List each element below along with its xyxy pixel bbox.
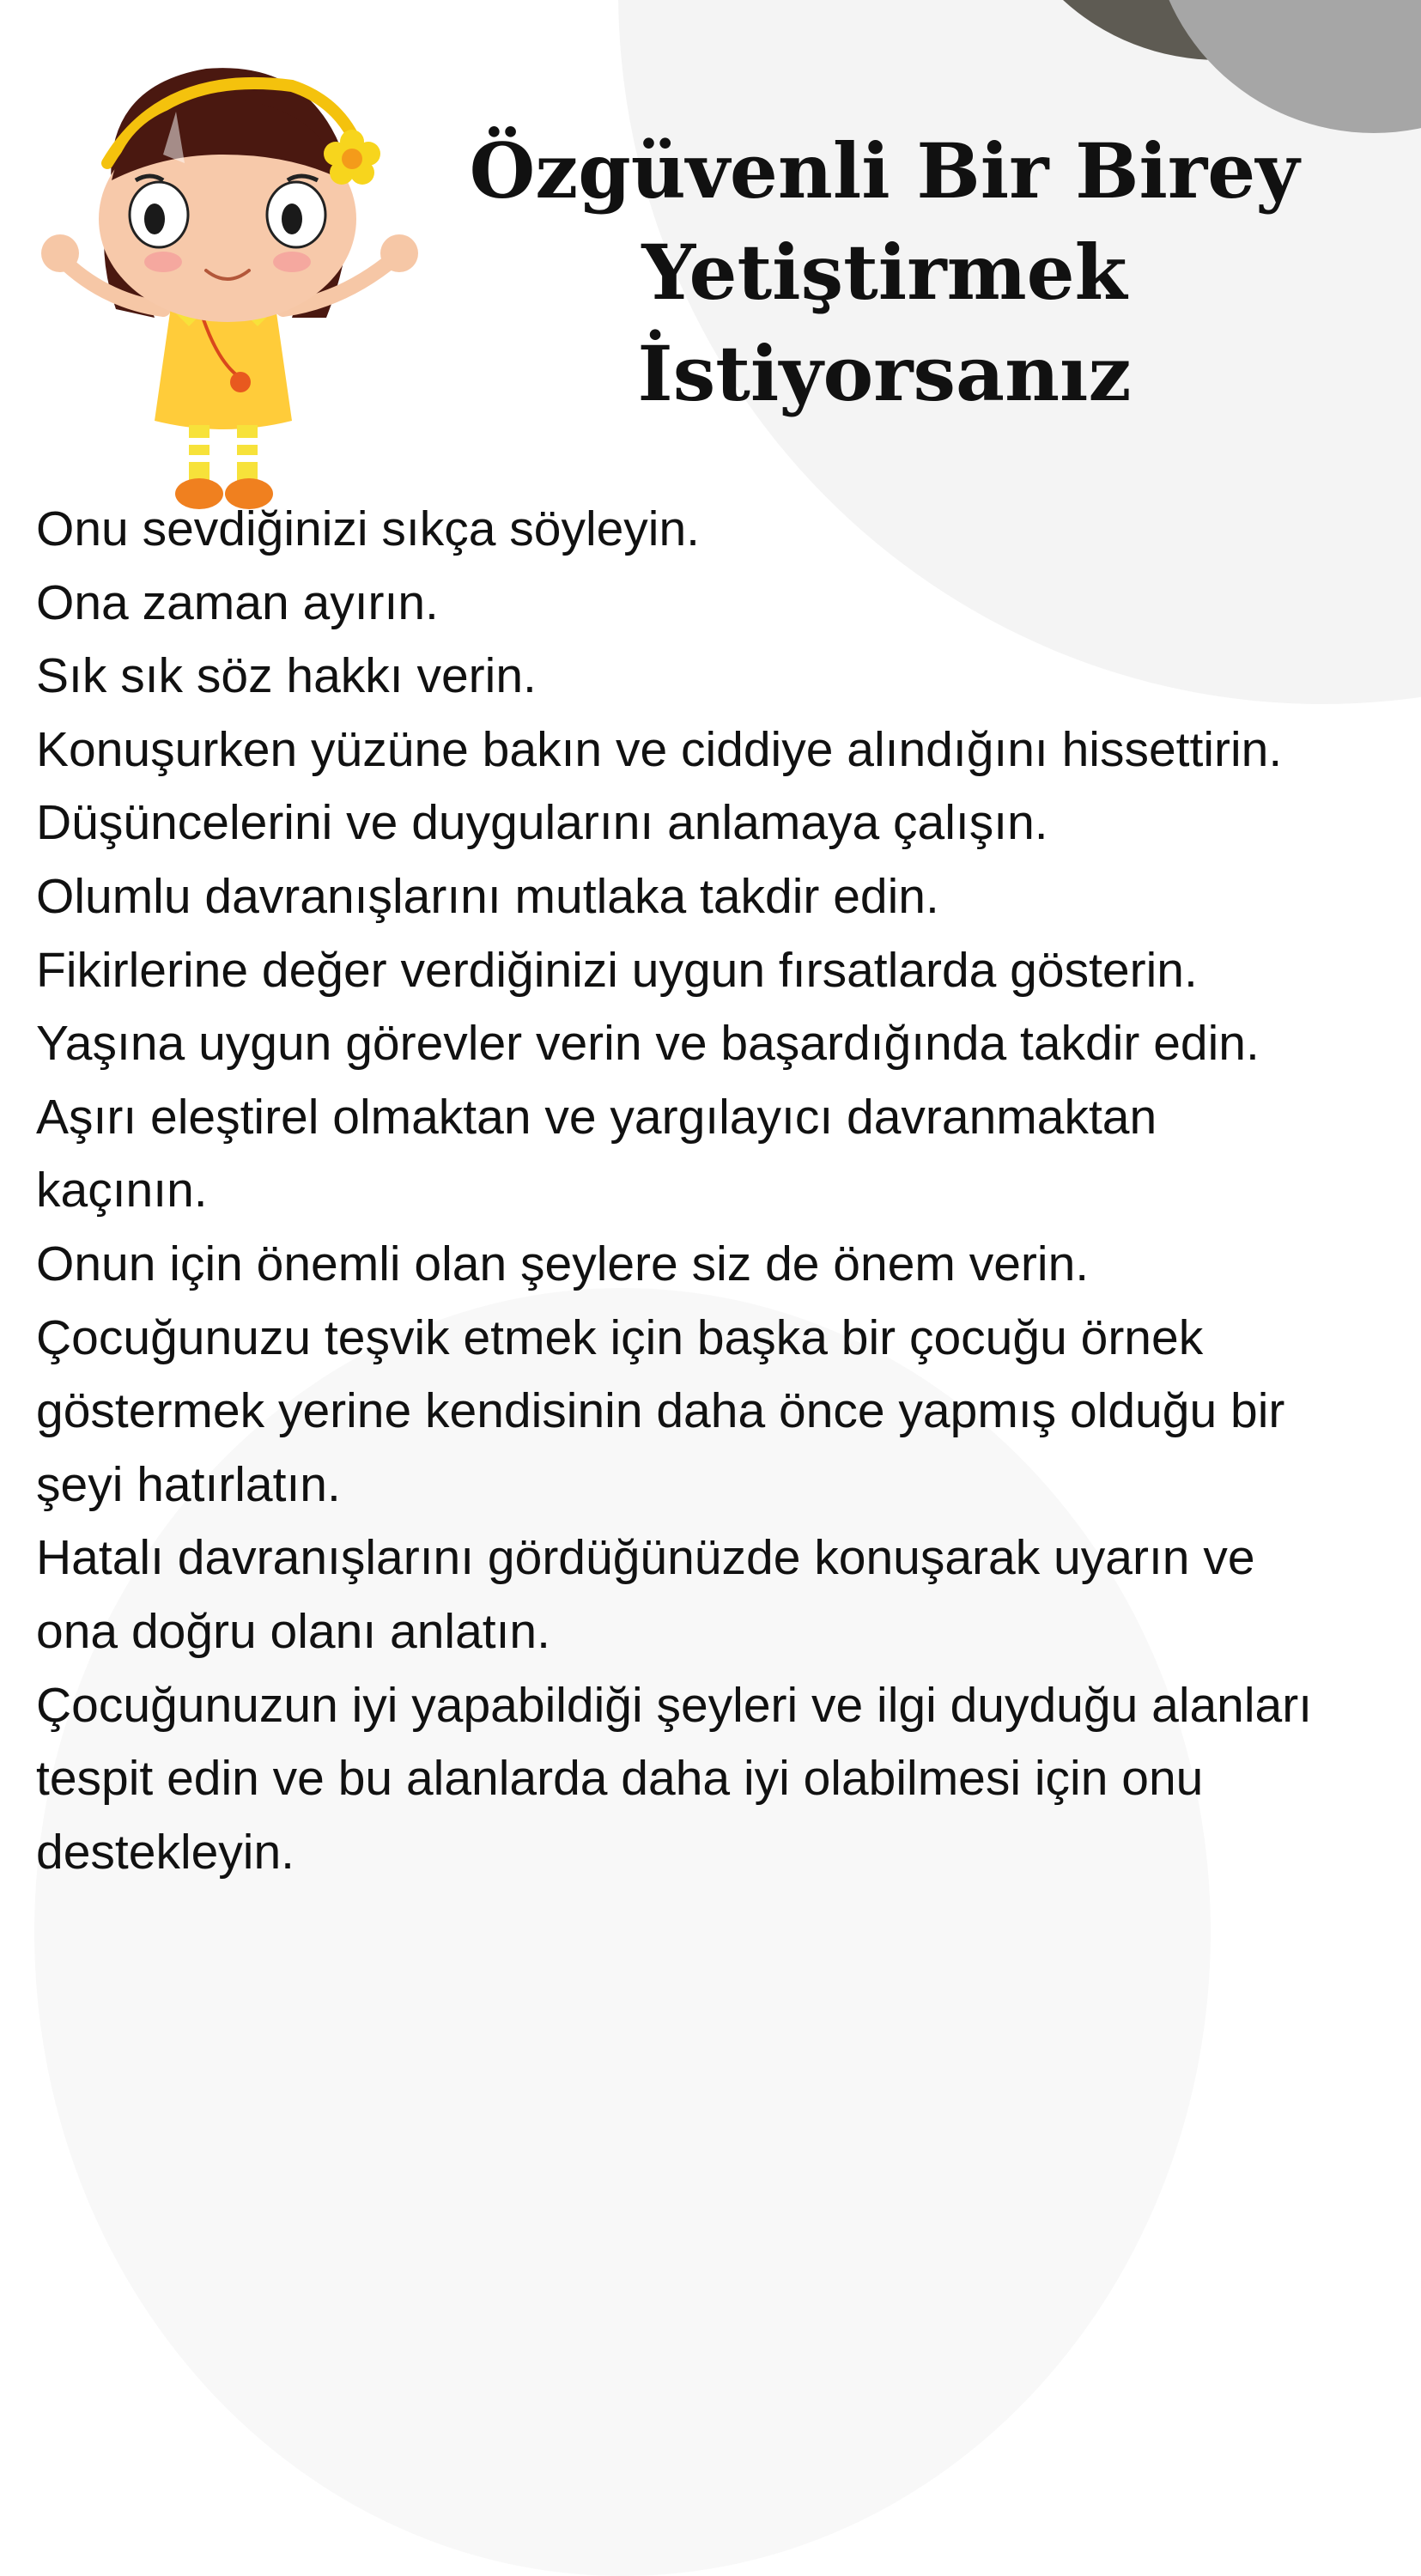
tip-text-line: Ona zaman ayırın. (36, 574, 439, 630)
tip-item (36, 860, 1418, 934)
tip-text-line: ona doğru olanı anlatın. (36, 1603, 550, 1659)
tip-item (36, 1007, 1418, 1081)
title-line: İstiyorsanız (637, 329, 1132, 418)
tip-text-line: şeyi hatırlatın. (36, 1456, 341, 1512)
title-line: Yetiştirmek (641, 228, 1127, 317)
tip-text-line: Çocuğunuzu teşvik etmek için başka bir çocuğu örnek (36, 1309, 1204, 1365)
tip-text-line: Yaşına uygun görevler verin ve başardığında takdir edin. (36, 1016, 1260, 1072)
tip-item (36, 640, 1418, 714)
tip-text-line: Düşüncelerini ve duygularını anlamaya çalışın. (36, 795, 1048, 851)
tip-text-line: Sık sık söz hakkı verin. (36, 648, 537, 704)
tip-text-line: göstermek yerine kendisinin daha önce yapmış olduğu bir (36, 1383, 1285, 1439)
tip-item (36, 1669, 1418, 1890)
cartoon-girl-illustration (34, 52, 438, 515)
tip-text-line: tespit edin ve bu alanlarda daha iyi olabilmesi için onu (36, 1751, 1204, 1807)
tip-item (36, 714, 1418, 787)
tip-item (36, 1302, 1418, 1522)
tip-item (36, 934, 1418, 1008)
tip-text-line: Aşırı eleştirel olmaktan ve yargılayıcı davranmaktan (36, 1089, 1157, 1145)
tip-text-line: Konuşurken yüzüne bakın ve ciddiye alındığını hissettirin. (36, 721, 1283, 777)
tip-item (36, 787, 1418, 860)
tip-text-line: destekleyin. (36, 1824, 295, 1880)
tip-item (36, 1228, 1418, 1302)
tip-text-line: Onu sevdiğinizi sıkça söyleyin. (36, 501, 701, 556)
tip-text-line: Onun için önemli olan şeylere siz de önem verin. (36, 1236, 1090, 1291)
tip-item (36, 493, 1418, 567)
tip-text-line: Hatalı davranışlarını gördüğünüzde konuşarak uyarın ve (36, 1530, 1255, 1586)
tip-item (36, 567, 1418, 641)
tip-item (36, 1522, 1418, 1668)
tips-list (36, 493, 1418, 1889)
tip-text-line: Olumlu davranışlarını mutlaka takdir edin. (36, 868, 939, 924)
tip-item (36, 1081, 1418, 1228)
tip-text-line: kaçının. (36, 1163, 208, 1218)
tip-text-line: Çocuğunuzun iyi yapabildiği şeyleri ve ilgi duyduğu alanları (36, 1677, 1313, 1733)
title-line: Özgüvenli Bir Birey (469, 126, 1300, 216)
tip-text-line: Fikirlerine değer verdiğinizi uygun fırsatlarda gösterin. (36, 942, 1198, 998)
page-title (446, 120, 1322, 424)
